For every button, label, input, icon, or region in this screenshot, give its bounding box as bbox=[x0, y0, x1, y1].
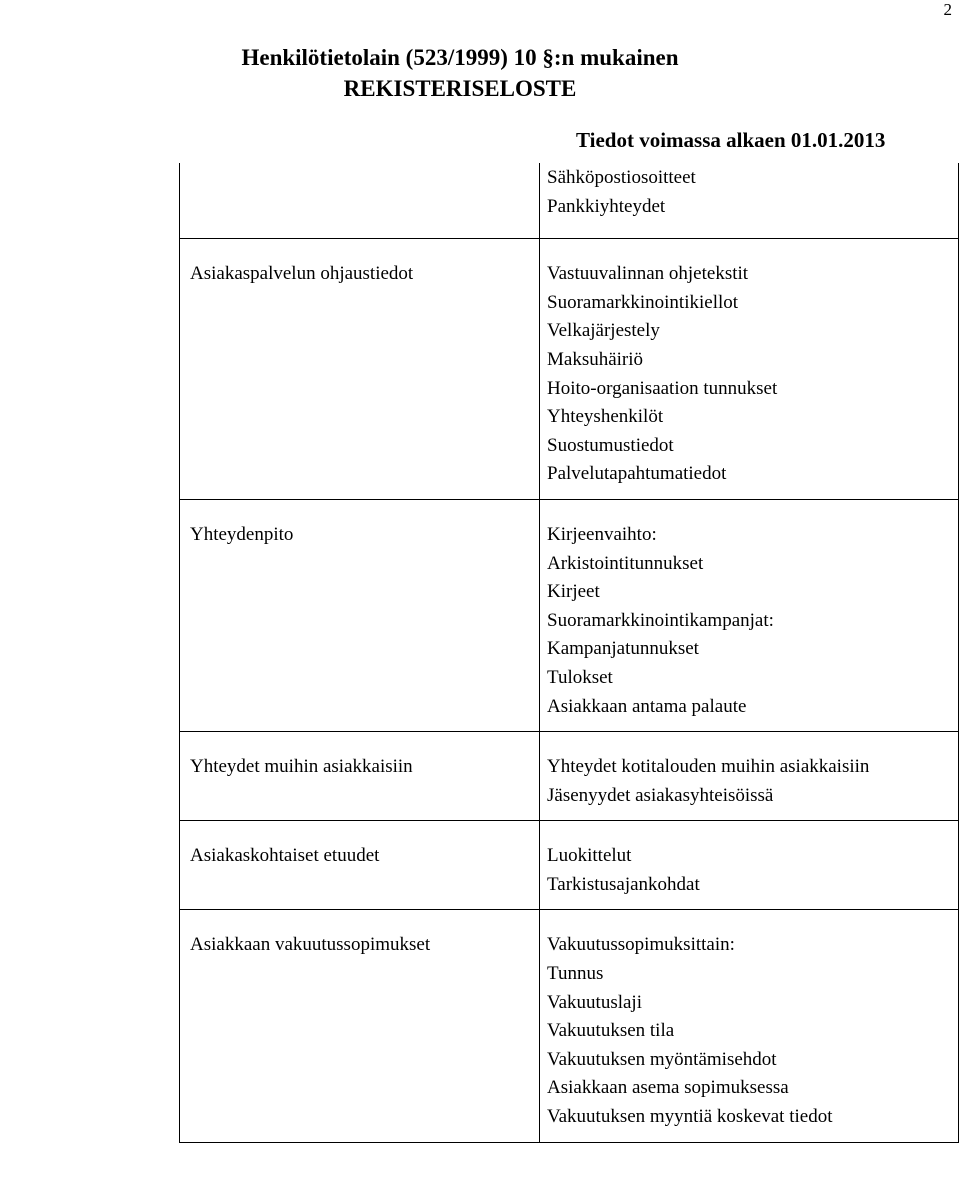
row-label-cell bbox=[180, 910, 540, 1142]
table-row bbox=[180, 821, 959, 910]
row-items-cell bbox=[540, 499, 959, 731]
row-label: Asiakaskohtaiset etuudet bbox=[190, 845, 380, 867]
list-item: Palvelutapahtumatiedot bbox=[547, 463, 727, 485]
list-item: Suoramarkkinointikampanjat: bbox=[547, 609, 774, 631]
list-item: Velkajärjestely bbox=[547, 320, 660, 342]
row-label-cell bbox=[180, 239, 540, 500]
valid-from-date: Tiedot voimassa alkaen 01.01.2013 bbox=[576, 128, 886, 152]
row-label-cell bbox=[180, 163, 540, 239]
document-title-line-2: REKISTERISELOSTE bbox=[343, 76, 577, 101]
list-item: Yhteydet kotitalouden muihin asiakkaisiin bbox=[547, 756, 870, 778]
row-label-cell bbox=[180, 821, 540, 910]
register-table-body bbox=[180, 163, 959, 1142]
list-item: Tarkistusajankohdat bbox=[547, 873, 700, 895]
list-item: Suoramarkkinointikiellot bbox=[547, 291, 739, 313]
row-label: Asiakaspalvelun ohjaustiedot bbox=[190, 263, 414, 285]
row-label: Yhteydenpito bbox=[190, 523, 294, 545]
table-row bbox=[180, 732, 959, 821]
list-item: Pankkiyhteydet bbox=[547, 195, 666, 217]
table-row bbox=[180, 163, 959, 239]
row-items-cell bbox=[540, 910, 959, 1142]
document-title-line-1: Henkilötietolain (523/1999) 10 §:n mukainen bbox=[241, 45, 679, 70]
list-item: Jäsenyydet asiakasyhteisöissä bbox=[547, 784, 774, 806]
row-items-cell bbox=[540, 821, 959, 910]
list-item: Sähköpostiosoitteet bbox=[547, 167, 696, 188]
row-label-cell bbox=[180, 499, 540, 731]
row-label-cell bbox=[180, 732, 540, 821]
list-item: Tunnus bbox=[547, 963, 604, 985]
row-items-cell bbox=[540, 163, 959, 239]
table-row bbox=[180, 239, 959, 500]
table-row bbox=[180, 910, 959, 1142]
list-item: Maksuhäiriö bbox=[547, 348, 644, 370]
list-item: Suostumustiedot bbox=[547, 434, 674, 456]
list-item: Vakuutussopimuksittain: bbox=[547, 934, 735, 956]
list-item: Asiakkaan asema sopimuksessa bbox=[547, 1077, 789, 1099]
document-title bbox=[0, 42, 920, 104]
list-item: Kirjeenvaihto: bbox=[547, 523, 657, 545]
table-row bbox=[180, 499, 959, 731]
row-items-cell bbox=[540, 732, 959, 821]
row-label: Yhteydet muihin asiakkaisiin bbox=[190, 756, 413, 778]
register-table bbox=[179, 163, 959, 1143]
row-label: Asiakkaan vakuutussopimukset bbox=[190, 934, 431, 956]
list-item: Arkistointitunnukset bbox=[547, 552, 704, 574]
list-item: Tulokset bbox=[547, 666, 613, 688]
list-item: Kampanjatunnukset bbox=[547, 638, 699, 660]
row-items-cell bbox=[540, 239, 959, 500]
page-number: 2 bbox=[943, 0, 952, 19]
list-item: Yhteyshenkilöt bbox=[547, 406, 664, 428]
list-item: Vakuutuksen myyntiä koskevat tiedot bbox=[547, 1106, 833, 1128]
list-item: Vastuuvalinnan ohjetekstit bbox=[547, 263, 749, 285]
list-item: Vakuutuksen tila bbox=[547, 1020, 675, 1042]
list-item: Asiakkaan antama palaute bbox=[547, 695, 747, 717]
list-item: Luokittelut bbox=[547, 845, 632, 867]
list-item: Hoito-organisaation tunnukset bbox=[547, 377, 778, 399]
list-item: Kirjeet bbox=[547, 581, 600, 603]
list-item: Vakuutuslaji bbox=[547, 991, 642, 1013]
list-item: Vakuutuksen myöntämisehdot bbox=[547, 1048, 777, 1070]
